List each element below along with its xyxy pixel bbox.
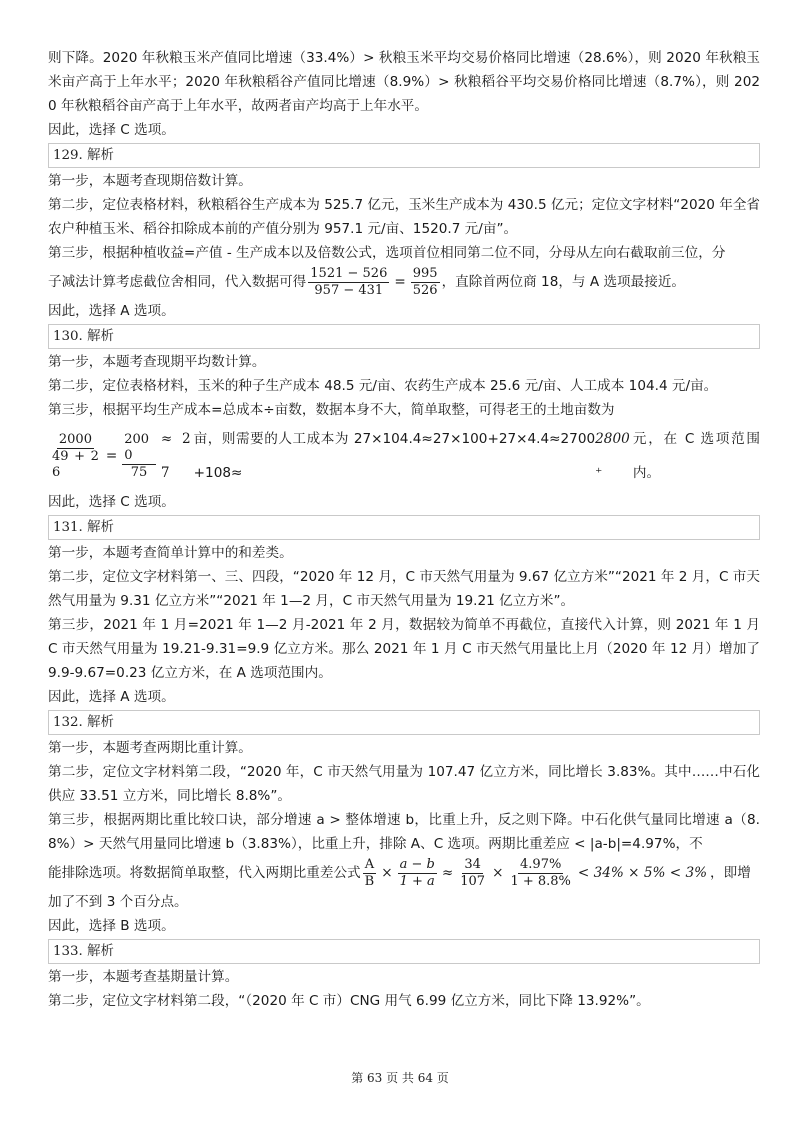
step-3: 第三步，根据两期比重比较口诀，部分增速 a > 整体增速 b，比重上升，反之则下降。中石化供气量同比增速 a（8.8%）> 天然气用量同比增速 b（3.83%），比重上升，排除 A、C 选项。两期比重差应 < |a-b|=4.97%，不	[48, 812, 760, 852]
step-3-formula-line	[48, 265, 760, 299]
answer-line: 因此，选择 C 选项。	[48, 122, 175, 138]
step-1: 第一步，本题考查简单计算中的和差类。	[48, 545, 293, 561]
inequality: < 34% × 5% < 3%	[577, 865, 708, 881]
fraction-denominator: B	[364, 873, 375, 889]
section-header-133: 133. 解析	[48, 939, 760, 964]
fraction-denominator: 75	[130, 464, 148, 480]
step-3-text: 亩，则需要的人工成本为 27×104.4≈27×100+27×4.4≈2700+108≈	[193, 431, 596, 481]
fraction	[398, 857, 437, 890]
answer-line: 因此，选择 B 选项。	[48, 918, 175, 934]
fraction	[508, 857, 572, 890]
times-sign: ×	[381, 865, 393, 881]
times-sign: ×	[492, 865, 504, 881]
step-3: 第三步，根据种植收益=产值 - 生产成本以及倍数公式，选项首位相同第二位不同，分母从左向右截取前三位，分	[48, 245, 726, 261]
equals-sign: =	[394, 274, 406, 290]
section-header-130: 130. 解析	[48, 324, 760, 349]
step-3: 第三步，根据平均生产成本=总成本÷亩数，数据本身不大，简单取整，可得老王的土地亩数为	[48, 402, 615, 418]
fraction	[122, 432, 156, 481]
step-3-tail: ，即增	[710, 865, 751, 881]
estimate-value: 2800⁺	[595, 431, 630, 481]
step-1: 第一步，本题考查两期比重计算。	[48, 740, 252, 756]
step-2: 第二步，定位文字材料第二段，“（2020 年 C 市）CNG 用气 6.99 亿立方米，同比下降 13.92%”。	[48, 993, 650, 1009]
equals-sign: =	[105, 448, 118, 464]
fraction-numerator: 2000	[58, 431, 92, 447]
step-2: 第二步，定位表格材料，秋粮稻谷生产成本为 525.7 亿元，玉米生产成本为 430.5 亿元；定位文字材料“2020 年全省农户种植玉米、稻谷扣除成本前的产值分别为 957.1 元/亩、1520.7 元/亩”。	[48, 197, 761, 237]
step-1: 第一步，本题考查现期平均数计算。	[48, 354, 266, 370]
fraction-numerator: a − b	[399, 856, 435, 872]
step-1: 第一步，本题考查基期量计算。	[48, 969, 239, 985]
step-1: 第一步，本题考查现期倍数计算。	[48, 173, 252, 189]
fraction-denominator: 49 + 26	[52, 448, 99, 480]
fraction-numerator: 4.97%	[520, 856, 562, 872]
step-3-formula-line	[48, 856, 760, 890]
fraction-denominator: 526	[412, 282, 438, 298]
step-3-formula-line	[48, 422, 760, 490]
answer-line: 因此，选择 A 选项。	[48, 689, 175, 705]
fraction-numerator: 34	[464, 856, 481, 872]
step-3-continued: 加了不到 3 个百分点。	[48, 894, 188, 910]
page-footer: 第 63 页 共 64 页	[351, 1071, 449, 1085]
fraction-numerator: 1521 − 526	[310, 265, 388, 281]
fraction-denominator: 1 + a	[399, 873, 435, 889]
fraction	[363, 857, 377, 890]
step-2: 第二步，定位表格材料，玉米的种子生产成本 48.5 元/亩、农药生产成本 25.6 元/亩、人工成本 104.4 元/亩。	[48, 378, 718, 394]
answer-line: 因此，选择 A 选项。	[48, 303, 175, 319]
fraction-denominator: 957 − 431	[314, 282, 384, 298]
fraction-denominator: 107	[460, 873, 486, 889]
fraction	[308, 266, 389, 299]
fraction	[458, 857, 487, 890]
approx-sign: ≈	[441, 865, 454, 881]
step-2: 第二步，定位文字材料第一、三、四段，“2020 年 12 月，C 市天然气用量为 9.67 亿立方米”“2021 年 2 月，C 市天然气用量为 9.31 亿立方米”“2021 年 1—2 月，C 市天然气用量为 19.21 亿立方米”。	[48, 569, 760, 609]
fraction	[50, 432, 101, 481]
fraction-numerator: A	[364, 856, 375, 872]
fraction-denominator: 1 + 8.8%	[510, 873, 571, 889]
step-3: 第三步，2021 年 1 月=2021 年 1—2 月-2021 年 2 月，数据较为简单不再截位，直接代入计算，则 2021 年 1 月 C 市天然气用量为 19.21-9.31=9.9 亿立方米。那么 2021 年 1 月 C 市天然气用量比上月（2020 年 12 月）增加了 9.9-9.67=0.23 亿立方米，在 A 选项范围内。	[48, 617, 760, 681]
answer-line: 因此，选择 C 选项。	[48, 494, 175, 510]
section-header-131: 131. 解析	[48, 515, 760, 540]
paragraph: 则下降。2020 年秋粮玉米产值同比增速（33.4%）> 秋粮玉米平均交易价格同比增速（28.6%），则 2020 年秋粮玉米亩产高于上年水平；2020 年秋粮稻谷产值同比增速（8.9%）> 秋粮稻谷平均交易价格同比增速（8.7%），则 2020 年秋粮稻谷亩产高于上年水平，故两者亩产均高于上年水平。	[48, 50, 760, 114]
step-3-text: 能排除选项。将数据简单取整，代入两期比重差公式	[48, 865, 361, 881]
section-header-132: 132. 解析	[48, 710, 760, 735]
step-2: 第二步，定位文字材料第二段，“2020 年，C 市天然气用量为 107.47 亿立方米，同比增长 3.83%。其中……中石化供应 33.51 立方米，同比增长 8.8%”。	[48, 764, 760, 804]
approx-value: ≈ 27	[160, 431, 191, 481]
step-3-tail: ，直除首两位商 18，与 A 选项最接近。	[441, 274, 686, 290]
step-3-text: 子减法计算考虑截位舍相同，代入数据可得	[48, 274, 307, 290]
section-header-129: 129. 解析	[48, 143, 760, 168]
fraction-numerator: 995	[412, 265, 438, 281]
fraction	[411, 266, 440, 299]
step-3-tail: 元，在 C 选项范围内。	[632, 431, 760, 481]
page-content	[48, 46, 760, 1013]
fraction-numerator: 2000	[122, 432, 156, 465]
